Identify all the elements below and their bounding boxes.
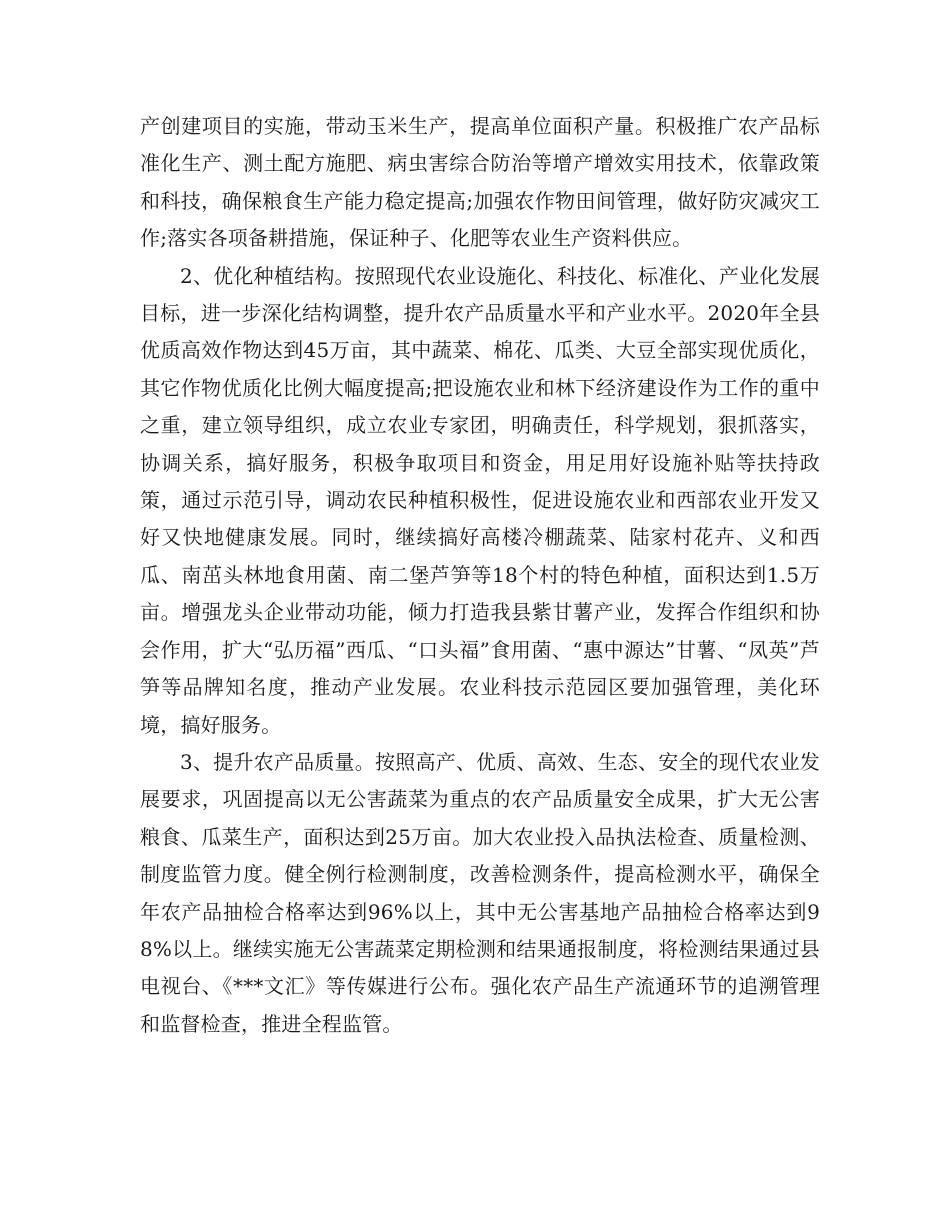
document-body: [140, 108, 820, 1043]
paragraph-continuation: 产创建项目的实施，带动玉米生产，提高单位面积产量。积极推广农产品标准化生产、测土配方施肥、病虫害综合防治等增产增效实用技术，依靠政策和科技，确保粮食生产能力稳定提高;加强农作物田间管理，做好防灾减灾工作;落实各项备耕措施，保证种子、化肥等农业生产资料供应。: [140, 114, 820, 251]
paragraph-improve-product-quality: 3、提升农产品质量。按照高产、优质、高效、生态、安全的现代农业发展要求，巩固提高以无公害蔬菜为重点的农产品质量安全成果，扩大无公害粮食、瓜菜生产，面积达到25万亩。加大农业投入品执法检查、质量检测、制度监管力度。健全例行检测制度，改善检测条件，提高检测水平，确保全年农产品抽检合格率达到96%以上，其中无公害基地产品抽检合格率达到98%以上。继续实施无公害蔬菜定期检测和结果通报制度，将检测结果通过县电视台、《***文汇》等传媒进行公布。强化农产品生产流通环节的追溯管理和监督检查，推进全程监管。: [140, 749, 820, 1036]
paragraph-optimize-planting-structure: 2、优化种植结构。按照现代农业设施化、科技化、标准化、产业化发展目标，进一步深化结构调整，提升农产品质量水平和产业水平。2020年全县优质高效作物达到45万亩，其中蔬菜、棉花、瓜类、大豆全部实现优质化，其它作物优质化比例大幅度提高;把设施农业和林下经济建设作为工作的重中之重，建立领导组织，成立农业专家团，明确责任，科学规划，狠抓落实，协调关系，搞好服务，积极争取项目和资金，用足用好设施补贴等扶持政策，通过示范引导，调动农民种植积极性，促进设施农业和西部农业开发又好又快地健康发展。同时，继续搞好高楼冷棚蔬菜、陆家村花卉、义和西瓜、南茁头林地食用菌、南二堡芦笋等18个村的特色种植，面积达到1.5万亩。增强龙头企业带动功能，倾力打造我县紫甘薯产业，发挥合作组织和协会作用，扩大“弘历福”西瓜、“口头福”食用菌、“惠中源达”甘薯、“凤英”芦笋等品牌知名度，推动产业发展。农业科技示范园区要加强管理，美化环境，搞好服务。: [140, 263, 820, 737]
